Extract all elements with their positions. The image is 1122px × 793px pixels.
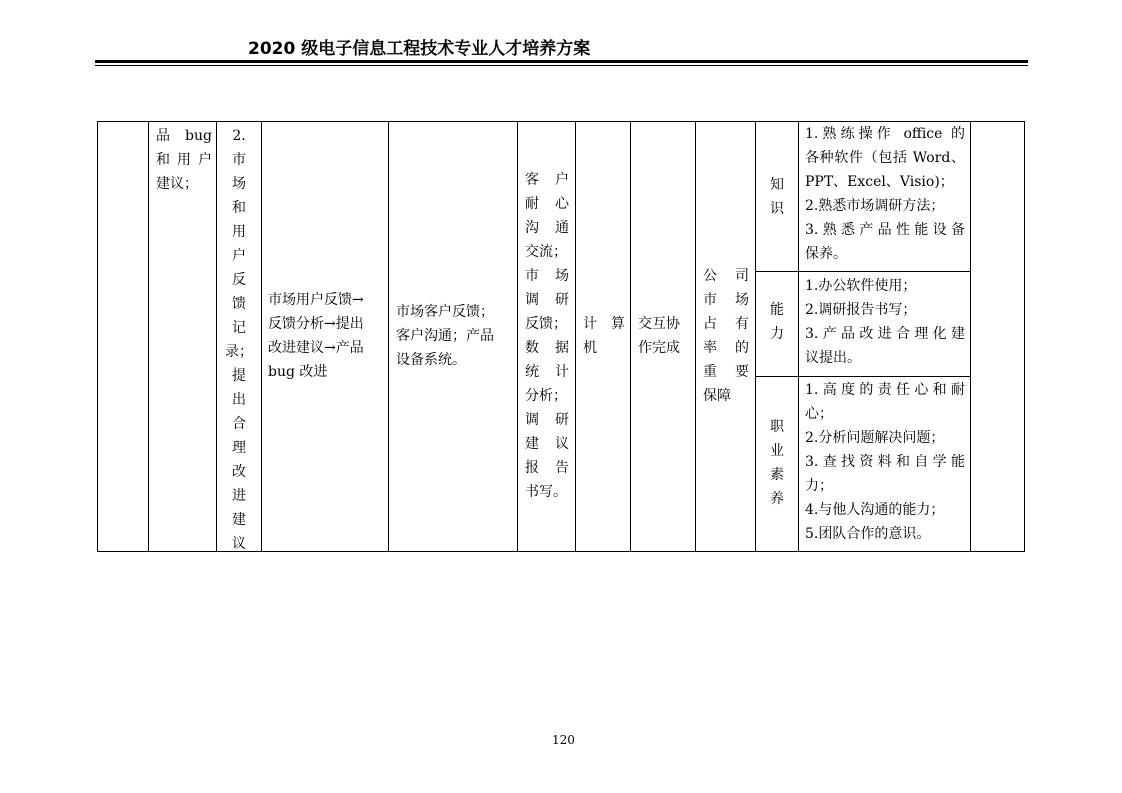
cell-line: 设备系统。 [396,352,466,368]
label-knowledge [756,173,798,221]
table-divider [798,122,799,551]
item-line: 力； [805,478,833,494]
table-divider [388,122,389,551]
item-line: 2.调研报告书写； [805,302,917,318]
cell-line: 计 算 [583,316,625,332]
cell-char: 进 [232,488,246,504]
table-divider [630,122,631,551]
item-line: 4.与他人沟通的能力； [805,502,945,518]
cell-char: 改 [232,464,246,480]
item-line: 3.熟悉产品性能设备 [805,222,965,238]
label-char: 知 [770,177,784,193]
ability-items [805,274,965,370]
label-professional-quality [756,415,798,511]
header-rule-thin [95,65,1028,66]
empty-cell [98,122,148,551]
item-line: 1.高度的责任心和耐 [805,382,965,398]
cell-line: 反馈； [525,316,567,332]
cell-line: 分析； [525,388,567,404]
cell-char: 记 [232,320,246,336]
cell-line: 数 据 [525,340,569,356]
cell-char: 录； [225,344,253,360]
item-line: 3.产品改进合理化建 [805,326,965,342]
cell-char: 合 [232,416,246,432]
cell-work-method [525,168,569,504]
item-line: 5.团队合作的意识。 [805,526,931,542]
cell-char: 场 [232,176,246,192]
cell-tools [583,312,625,360]
label-char: 能 [770,302,784,318]
cell-char: 反 [232,272,246,288]
cell-line: 客 户 [525,172,569,188]
header-rule-thick [95,60,1028,63]
item-line: 2.熟悉市场调研方法； [805,198,945,214]
item-line: 心； [805,406,833,422]
item-line: 1.熟练操作 office 的 [805,126,965,142]
cell-line: 重 要 [703,364,749,380]
cell-line: 客户沟通；产品 [396,328,494,344]
cell-line: 机 [583,340,597,356]
cell-line: 率 的 [703,340,749,356]
cell-char: 建 [232,512,246,528]
cell-line: 沟 通 [525,220,569,236]
label-ability [756,298,798,346]
label-char: 养 [770,491,784,507]
item-line: 3.查找资料和自学能 [805,454,965,470]
label-char: 识 [770,201,784,217]
cell-work-organization [638,312,690,360]
cell-work-requirement [703,264,749,408]
table-divider [517,122,518,551]
knowledge-items [805,122,965,266]
cell-product-bug-suggestion [156,124,212,196]
cell-line: 市场用户反馈→ [268,292,364,308]
label-char: 业 [770,443,784,459]
professional-quality-items [805,378,965,546]
cell-line: 调 研 [525,412,569,428]
cell-line: 交互协 [638,316,680,332]
section-divider [755,376,970,377]
item-line: PPT、Excel、Visio)； [805,174,954,190]
cell-line: 改进建议→产品 [268,340,364,356]
cell-feedback-record [217,124,261,556]
cell-char: 市 [232,152,246,168]
cell-char: 理 [232,440,246,456]
cell-line: 交流； [525,244,567,260]
cell-line: 保障 [703,388,731,404]
table-divider [695,122,696,551]
section-divider [755,271,970,272]
cell-line: 和用户 [156,152,212,168]
cell-line: 市 场 [525,268,569,284]
cell-work-object [396,300,514,372]
item-line: 议提出。 [805,350,861,366]
table-divider [261,122,262,551]
cell-line: 建议； [156,176,198,192]
empty-cell [971,122,1024,551]
table-divider [575,122,576,551]
cell-line: 统 计 [525,364,569,380]
cell-char: 2. [232,128,246,144]
cell-line: 反馈分析→提出 [268,316,364,332]
cell-line: 书写。 [525,484,567,500]
label-char: 力 [770,326,784,342]
cell-line: 市场客户反馈； [396,304,494,320]
cell-char: 用 [232,224,246,240]
cell-char: 户 [232,248,246,264]
cell-line: 品 bug [156,128,212,144]
table-divider [148,122,149,551]
document-header-title: 2020 级电子信息工程技术专业人才培养方案 [248,39,591,59]
item-line: 各种软件（包括 Word、 [805,150,965,166]
cell-line: 占 有 [703,316,749,332]
page-number: 120 [552,733,575,747]
cell-line: 作完成 [638,340,680,356]
label-char: 职 [770,419,784,435]
cell-char: 提 [232,368,246,384]
curriculum-table [97,121,1025,552]
cell-work-process [268,288,384,384]
cell-line: 耐 心 [525,196,569,212]
cell-line: bug 改进 [268,364,328,380]
cell-line: 市 场 [703,292,749,308]
cell-line: 公 司 [703,268,749,284]
cell-char: 和 [232,200,246,216]
cell-line: 调 研 [525,292,569,308]
cell-line: 报 告 [525,460,569,476]
cell-char: 馈 [232,296,246,312]
cell-char: 出 [232,392,246,408]
cell-line: 建 议 [525,436,569,452]
item-line: 保养。 [805,246,847,262]
label-char: 素 [770,467,784,483]
item-line: 2.分析问题解决问题； [805,430,945,446]
item-line: 1.办公软件使用； [805,278,917,294]
cell-char: 议 [232,536,246,552]
